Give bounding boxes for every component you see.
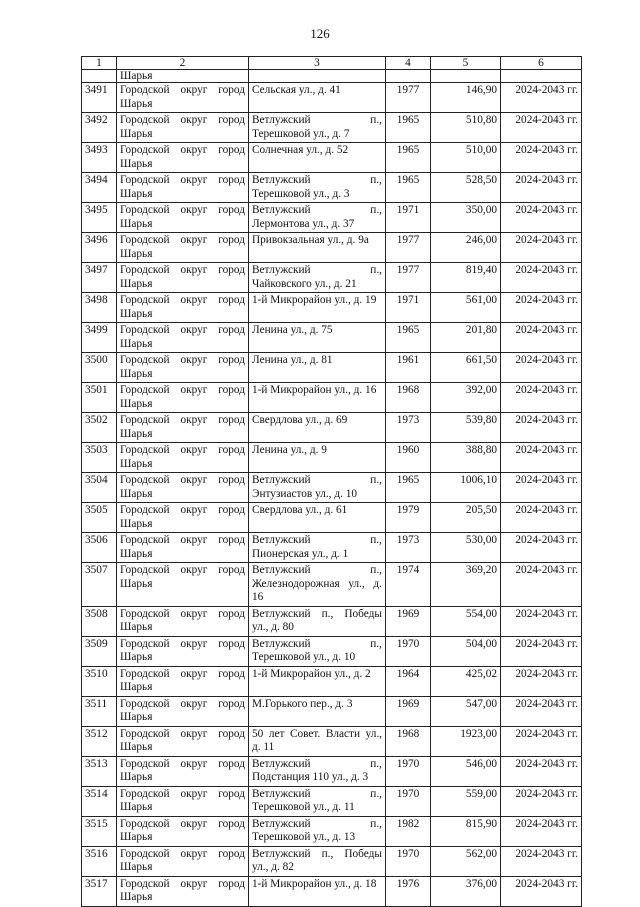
cell-period: 2024-2043 гг. (501, 696, 582, 726)
cell-address: Свердлова ул., д. 61 (249, 503, 386, 533)
cell-year: 1973 (386, 413, 431, 443)
cell-municipality: Городской округ город Шарья (117, 606, 249, 636)
cell-number: 3496 (82, 233, 117, 263)
column-header: 2 (117, 57, 249, 70)
cell-municipality: Городской округ город Шарья (117, 876, 249, 906)
cell-address: Сельская ул., д. 41 (249, 83, 386, 113)
cell-address: Ветлужский п., Победы ул., д. 82 (249, 846, 386, 876)
table-row (82, 173, 582, 203)
column-number-row (82, 57, 582, 70)
cell-year: 1976 (386, 876, 431, 906)
column-header: 1 (82, 57, 117, 70)
cell-address: Ветлужский п., Подстанция 110 ул., д. 3 (249, 756, 386, 786)
cell-address: Ленина ул., д. 81 (249, 353, 386, 383)
cell-area: 562,00 (431, 846, 501, 876)
cell-address: 1-й Микрорайон ул., д. 16 (249, 383, 386, 413)
cell-number: 3514 (82, 786, 117, 816)
cell-municipality: Городской округ город Шарья (117, 696, 249, 726)
table-row (82, 756, 582, 786)
cell-municipality: Городской округ город Шарья (117, 293, 249, 323)
cell-address: Ветлужский п., Победы ул., д. 80 (249, 606, 386, 636)
cell-period: 2024-2043 гг. (501, 203, 582, 233)
cell-area: 350,00 (431, 203, 501, 233)
cell-municipality: Городской округ город Шарья (117, 533, 249, 563)
table-row (82, 786, 582, 816)
cell-year: 1970 (386, 756, 431, 786)
table-row (82, 383, 582, 413)
cell-year: 1977 (386, 83, 431, 113)
cell-address: 1-й Микрорайон ул., д. 18 (249, 876, 386, 906)
table-row (82, 293, 582, 323)
cell-municipality: Городской округ город Шарья (117, 203, 249, 233)
cell-address: Ленина ул., д. 9 (249, 443, 386, 473)
cell-number: 3506 (82, 533, 117, 563)
table-row (82, 533, 582, 563)
cell-year: 1974 (386, 563, 431, 607)
cell-year: 1982 (386, 816, 431, 846)
cell-address: Ветлужский п., Терешковой ул., д. 3 (249, 173, 386, 203)
cell-area: 388,80 (431, 443, 501, 473)
cell-municipality: Городской округ город Шарья (117, 113, 249, 143)
cell-area: 201,80 (431, 323, 501, 353)
cell-number: 3505 (82, 503, 117, 533)
table-body (82, 70, 582, 907)
cell-number: 3517 (82, 876, 117, 906)
cell-municipality: Городской округ город Шарья (117, 563, 249, 607)
cell-period: 2024-2043 гг. (501, 383, 582, 413)
cell-number: 3491 (82, 83, 117, 113)
column-header: 3 (249, 57, 386, 70)
cell-year: 1969 (386, 696, 431, 726)
table-row (82, 233, 582, 263)
column-header: 6 (501, 57, 582, 70)
cell-area: 661,50 (431, 353, 501, 383)
cell-number: 3509 (82, 636, 117, 666)
table-row (82, 726, 582, 756)
cell-area (431, 70, 501, 83)
table-row (82, 413, 582, 443)
cell-municipality: Городской округ город Шарья (117, 786, 249, 816)
cell-period: 2024-2043 гг. (501, 233, 582, 263)
cell-area: 246,00 (431, 233, 501, 263)
cell-municipality: Городской округ город Шарья (117, 473, 249, 503)
cell-municipality: Городской округ город Шарья (117, 383, 249, 413)
cell-number: 3503 (82, 443, 117, 473)
cell-address: Ветлужский п., Терешковой ул., д. 7 (249, 113, 386, 143)
cell-year: 1971 (386, 293, 431, 323)
cell-year: 1973 (386, 533, 431, 563)
cell-area: 504,00 (431, 636, 501, 666)
cell-municipality: Шарья (117, 70, 249, 83)
cell-period: 2024-2043 гг. (501, 173, 582, 203)
cell-area: 146,90 (431, 83, 501, 113)
cell-period: 2024-2043 гг. (501, 473, 582, 503)
cell-area: 539,80 (431, 413, 501, 443)
cell-period: 2024-2043 гг. (501, 413, 582, 443)
table-row (82, 846, 582, 876)
table-row (82, 263, 582, 293)
cell-address: 50 лет Совет. Власти ул., д. 11 (249, 726, 386, 756)
cell-address: Ветлужский п., Пионерская ул., д. 1 (249, 533, 386, 563)
cell-number: 3501 (82, 383, 117, 413)
column-header: 5 (431, 57, 501, 70)
cell-municipality: Городской округ город Шарья (117, 503, 249, 533)
table-row (82, 473, 582, 503)
cell-period: 2024-2043 гг. (501, 846, 582, 876)
cell-number: 3504 (82, 473, 117, 503)
cell-year (386, 70, 431, 83)
table-row (82, 143, 582, 173)
table-row (82, 323, 582, 353)
cell-municipality: Городской округ город Шарья (117, 323, 249, 353)
cell-area: 819,40 (431, 263, 501, 293)
table-row (82, 113, 582, 143)
cell-period: 2024-2043 гг. (501, 83, 582, 113)
cell-area: 392,00 (431, 383, 501, 413)
cell-municipality: Городской округ город Шарья (117, 816, 249, 846)
cell-period: 2024-2043 гг. (501, 113, 582, 143)
cell-area: 376,00 (431, 876, 501, 906)
cell-number (82, 70, 117, 83)
cell-year: 1979 (386, 503, 431, 533)
cell-area: 559,00 (431, 786, 501, 816)
cell-address: Свердлова ул., д. 69 (249, 413, 386, 443)
cell-year: 1961 (386, 353, 431, 383)
cell-area: 561,00 (431, 293, 501, 323)
cell-area: 530,00 (431, 533, 501, 563)
cell-year: 1971 (386, 203, 431, 233)
cell-area: 510,00 (431, 143, 501, 173)
cell-period: 2024-2043 гг. (501, 533, 582, 563)
cell-municipality: Городской округ город Шарья (117, 443, 249, 473)
cell-area: 510,80 (431, 113, 501, 143)
cell-period: 2024-2043 гг. (501, 293, 582, 323)
cell-municipality: Городской округ город Шарья (117, 846, 249, 876)
cell-number: 3508 (82, 606, 117, 636)
cell-area: 554,00 (431, 606, 501, 636)
cell-period (501, 70, 582, 83)
cell-year: 1968 (386, 383, 431, 413)
cell-period: 2024-2043 гг. (501, 143, 582, 173)
cell-period: 2024-2043 гг. (501, 786, 582, 816)
cell-number: 3516 (82, 846, 117, 876)
table-row (82, 83, 582, 113)
cell-period: 2024-2043 гг. (501, 876, 582, 906)
cell-area: 546,00 (431, 756, 501, 786)
cell-year: 1965 (386, 173, 431, 203)
cell-municipality: Городской округ город Шарья (117, 636, 249, 666)
cell-area: 1923,00 (431, 726, 501, 756)
housing-register-table (81, 56, 582, 907)
cell-period: 2024-2043 гг. (501, 443, 582, 473)
cell-period: 2024-2043 гг. (501, 726, 582, 756)
cell-number: 3492 (82, 113, 117, 143)
cell-year: 1968 (386, 726, 431, 756)
cell-address: 1-й Микрорайон ул., д. 2 (249, 666, 386, 696)
cell-number: 3507 (82, 563, 117, 607)
cell-year: 1965 (386, 473, 431, 503)
cell-year: 1977 (386, 263, 431, 293)
cell-period: 2024-2043 гг. (501, 563, 582, 607)
cell-area: 1006,10 (431, 473, 501, 503)
cell-year: 1965 (386, 323, 431, 353)
table-row (82, 203, 582, 233)
cell-address: Ветлужский п., Чайковского ул., д. 21 (249, 263, 386, 293)
cell-address: Привокзальная ул., д. 9а (249, 233, 386, 263)
cell-municipality: Городской округ город Шарья (117, 726, 249, 756)
cell-number: 3511 (82, 696, 117, 726)
table-row (82, 696, 582, 726)
cell-number: 3493 (82, 143, 117, 173)
cell-number: 3495 (82, 203, 117, 233)
cell-address: Ветлужский п., Энтузиастов ул., д. 10 (249, 473, 386, 503)
cell-period: 2024-2043 гг. (501, 263, 582, 293)
cell-year: 1964 (386, 666, 431, 696)
cell-number: 3510 (82, 666, 117, 696)
page-number: 126 (310, 26, 330, 41)
cell-number: 3494 (82, 173, 117, 203)
cell-number: 3502 (82, 413, 117, 443)
table-row (82, 443, 582, 473)
cell-municipality: Городской округ город Шарья (117, 233, 249, 263)
cell-period: 2024-2043 гг. (501, 756, 582, 786)
cell-area: 369,20 (431, 563, 501, 607)
cell-period: 2024-2043 гг. (501, 606, 582, 636)
cell-municipality: Городской округ город Шарья (117, 83, 249, 113)
cell-area: 815,90 (431, 816, 501, 846)
cell-year: 1960 (386, 443, 431, 473)
cell-number: 3499 (82, 323, 117, 353)
cell-municipality: Городской округ город Шарья (117, 143, 249, 173)
cell-number: 3500 (82, 353, 117, 383)
continuation-row (82, 70, 582, 83)
cell-period: 2024-2043 гг. (501, 353, 582, 383)
cell-address: Солнечная ул., д. 52 (249, 143, 386, 173)
table-row (82, 876, 582, 906)
table-row (82, 666, 582, 696)
cell-year: 1965 (386, 113, 431, 143)
cell-number: 3497 (82, 263, 117, 293)
column-header: 4 (386, 57, 431, 70)
cell-number: 3498 (82, 293, 117, 323)
cell-area: 205,50 (431, 503, 501, 533)
cell-period: 2024-2043 гг. (501, 816, 582, 846)
cell-address: Ветлужский п., Терешковой ул., д. 11 (249, 786, 386, 816)
table-row (82, 636, 582, 666)
cell-address: 1-й Микрорайон ул., д. 19 (249, 293, 386, 323)
table-row (82, 563, 582, 607)
cell-year: 1965 (386, 143, 431, 173)
cell-municipality: Городской округ город Шарья (117, 353, 249, 383)
cell-address: М.Горького пер., д. 3 (249, 696, 386, 726)
cell-address (249, 70, 386, 83)
cell-area: 528,50 (431, 173, 501, 203)
cell-year: 1970 (386, 786, 431, 816)
cell-address: Ветлужский п., Железнодорожная ул., д. 16 (249, 563, 386, 607)
cell-address: Ветлужский п., Терешковой ул., д. 10 (249, 636, 386, 666)
table-row (82, 503, 582, 533)
cell-year: 1969 (386, 606, 431, 636)
cell-period: 2024-2043 гг. (501, 503, 582, 533)
cell-period: 2024-2043 гг. (501, 636, 582, 666)
cell-number: 3513 (82, 756, 117, 786)
cell-municipality: Городской округ город Шарья (117, 756, 249, 786)
cell-municipality: Городской округ город Шарья (117, 173, 249, 203)
cell-period: 2024-2043 гг. (501, 323, 582, 353)
cell-area: 547,00 (431, 696, 501, 726)
cell-number: 3515 (82, 816, 117, 846)
cell-year: 1970 (386, 846, 431, 876)
cell-municipality: Городской округ город Шарья (117, 666, 249, 696)
cell-area: 425,02 (431, 666, 501, 696)
cell-year: 1970 (386, 636, 431, 666)
cell-municipality: Городской округ город Шарья (117, 413, 249, 443)
cell-number: 3512 (82, 726, 117, 756)
cell-address: Ветлужский п., Терешковой ул., д. 13 (249, 816, 386, 846)
cell-address: Ветлужский п., Лермонтова ул., д. 37 (249, 203, 386, 233)
cell-municipality: Городской округ город Шарья (117, 263, 249, 293)
cell-year: 1977 (386, 233, 431, 263)
table-row (82, 353, 582, 383)
cell-period: 2024-2043 гг. (501, 666, 582, 696)
table-row (82, 816, 582, 846)
cell-address: Ленина ул., д. 75 (249, 323, 386, 353)
table-row (82, 606, 582, 636)
